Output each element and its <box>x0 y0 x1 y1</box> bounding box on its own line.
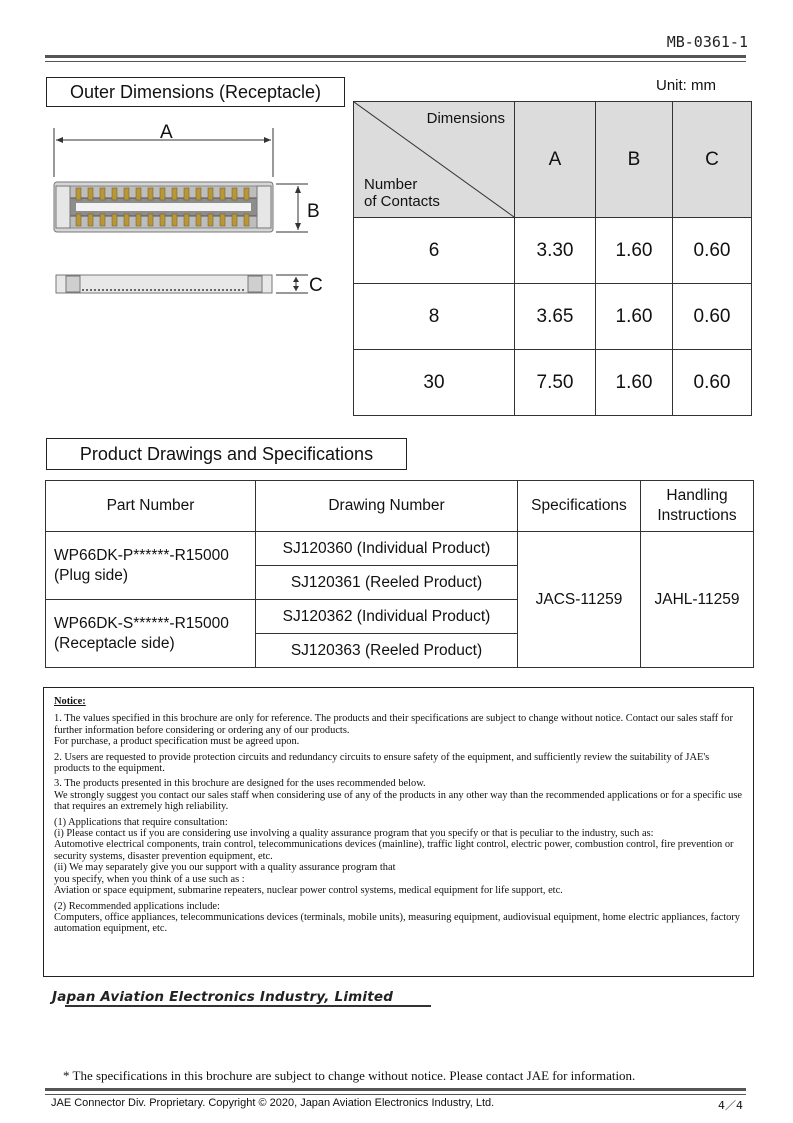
notice-title: Notice: <box>54 696 86 707</box>
c-cell: 0.60 <box>673 350 752 416</box>
b-cell: 1.60 <box>596 284 673 350</box>
notice-box <box>43 687 754 977</box>
header-handling-instructions: Handling Instructions <box>641 481 754 532</box>
receptacle-drawing <box>46 112 346 307</box>
specification-cell: JACS-11259 <box>518 532 641 668</box>
c-cell: 0.60 <box>673 218 752 284</box>
table-row <box>354 350 752 416</box>
drawing-number-cell: SJ120362 (Individual Product) <box>256 600 518 634</box>
notice-item-1: 1. The values specified in this brochure are only for reference. The products and their specifications are subject to change without notice. Contact our sales staff for further information before considering or ordering any of our products. For purchase, a product specification must be agreed upon. <box>54 713 733 748</box>
document-id: MB-0361-1 <box>666 33 748 51</box>
drawing-number-cell: SJ120360 (Individual Product) <box>256 532 518 566</box>
a-cell: 7.50 <box>515 350 596 416</box>
a-cell: 3.30 <box>515 218 596 284</box>
c-cell: 0.60 <box>673 284 752 350</box>
drawing-number-cell: SJ120361 (Reeled Product) <box>256 566 518 600</box>
contacts-cell: 6 <box>354 218 515 284</box>
top-rule-thin <box>45 61 746 62</box>
receptacle-part-number: WP66DK-S******-R15000 (Receptacle side) <box>46 600 256 668</box>
dimensions-table <box>353 101 752 416</box>
column-header-b: B <box>596 102 673 218</box>
notice-recommended: (2) Recommended applications include: Computers, office appliances, telecommunications devices (terminals, mobile units), measuring equipment, audiovisual equipment, home electric appliances, factory automation equipment, etc. <box>54 900 740 935</box>
company-underline <box>65 1005 431 1007</box>
a-cell: 3.65 <box>515 284 596 350</box>
table-corner-header <box>354 102 515 218</box>
unit-label: Unit: mm <box>656 77 716 94</box>
notice-item-2: 2. Users are requested to provide protection circuits and redundancy circuits to ensure safety of the equipment, and sufficiently review the suitability of JAE's products to the equipment. <box>54 751 710 775</box>
contacts-cell: 8 <box>354 284 515 350</box>
corner-dimensions-label: Dimensions <box>426 110 505 127</box>
handling-cell: JAHL-11259 <box>641 532 754 668</box>
bottom-rule <box>45 1088 746 1091</box>
notice-item-3: 3. The products presented in this brochure are designed for the uses recommended below. We strongly suggest you contact our sales staff when considering use of any of the products in any other way than the recommended applications or for a specific use that requires an extremely high reliability. <box>54 778 743 813</box>
dimension-a-label: A <box>160 122 173 143</box>
notice-consultation: (1) Applications that require consultation: (i) Please contact us if you are considering use involving a quality assurance program that you specify or that is peculiar to the industry, such as: Automotive electrical components, train control, telecommunications devices (mainline), traffic light control, electric power, combustion control, fire prevention or security systems, disaster prevention equipment, etc. (ii) We may separately give you our support with a quality assurance program that you specify, when you think of a use such as : Aviation or space equipment, submarine repeaters, nuclear power control systems, medical equipment for life support, etc. <box>54 816 734 897</box>
footer-note: * The specifications in this brochure are subject to change without notice. Please contact JAE for information. <box>63 1068 636 1083</box>
b-cell: 1.60 <box>596 350 673 416</box>
dimension-b-label: B <box>307 201 320 222</box>
header-drawing-number: Drawing Number <box>256 481 518 532</box>
drawing-number-cell: SJ120363 (Reeled Product) <box>256 634 518 668</box>
top-rule <box>45 55 746 58</box>
product-drawings-title: Product Drawings and Specifications <box>46 438 407 470</box>
corner-contacts-label: Number of Contacts <box>364 176 440 210</box>
contacts-cell: 30 <box>354 350 515 416</box>
copyright: JAE Connector Div. Proprietary. Copyright © 2020, Japan Aviation Electronics Industry, Ltd. <box>51 1097 495 1109</box>
outer-dimensions-title: Outer Dimensions (Receptacle) <box>46 77 345 107</box>
page-number: 4／4 <box>718 1099 743 1112</box>
bottom-rule-thin <box>45 1094 746 1095</box>
header-specifications: Specifications <box>518 481 641 532</box>
column-header-a: A <box>515 102 596 218</box>
column-header-c: C <box>673 102 752 218</box>
dimension-c-label: C <box>309 275 323 296</box>
b-cell: 1.60 <box>596 218 673 284</box>
plug-part-number: WP66DK-P******-R15000 (Plug side) <box>46 532 256 600</box>
table-row <box>354 218 752 284</box>
specifications-table <box>45 480 754 668</box>
company-logo-text: Japan Aviation Electronics Industry, Limited <box>52 989 394 1005</box>
table-row <box>354 284 752 350</box>
header-part-number: Part Number <box>46 481 256 532</box>
